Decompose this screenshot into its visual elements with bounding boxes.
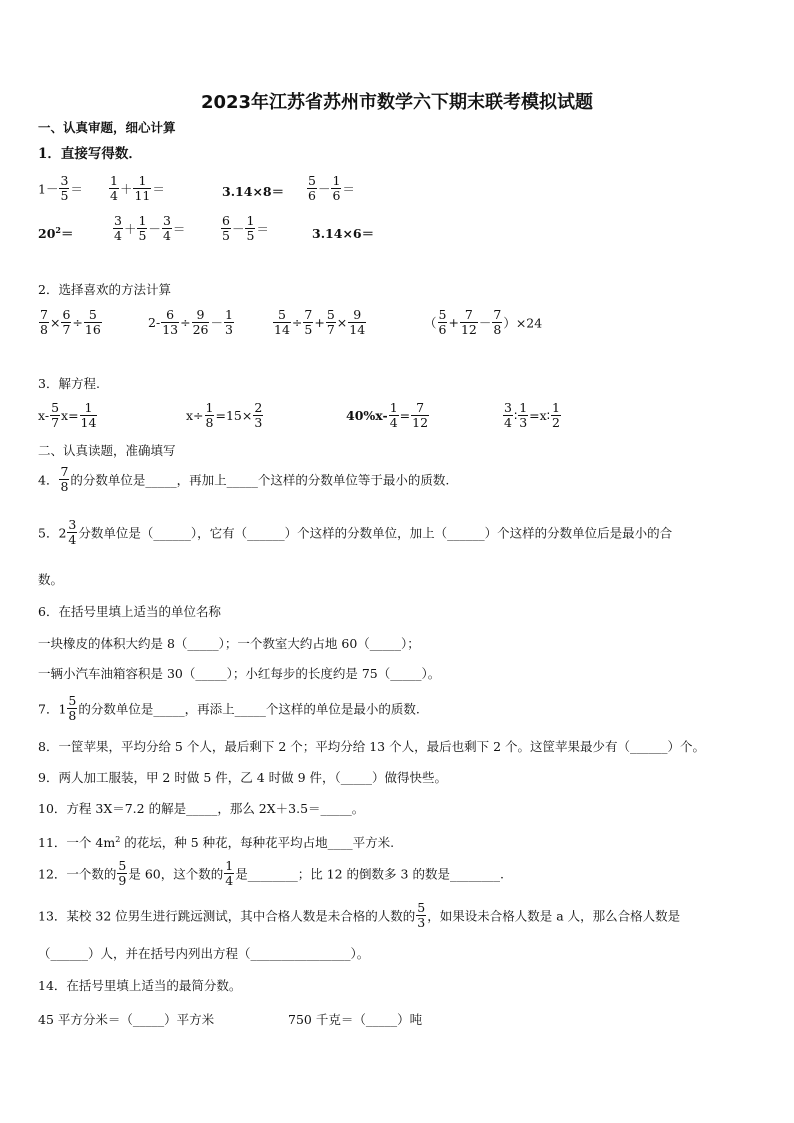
page-title: 2023年江苏省苏州市数学六下期末联考模拟试题 — [200, 92, 594, 113]
q3-e2: x÷ $\frac{1}{8}$ =15× $\frac{2}{3}$ — [186, 400, 263, 430]
fraction: $\frac{1}{14}$ — [80, 400, 97, 430]
fraction: $\frac{6}{7}$ — [62, 307, 71, 337]
fraction: $\frac{3}{4}$ — [68, 517, 77, 547]
fraction: $\frac{6}{13}$ — [162, 307, 179, 337]
q6-label: 6．在括号里填上适当的单位名称 — [38, 604, 221, 619]
fraction: $\frac{1}{2}$ — [551, 400, 560, 430]
fraction: $\frac{5}{3}$ — [417, 900, 426, 930]
fraction: $\frac{3}{4}$ — [504, 400, 512, 430]
fraction: $\frac{7}{8}$ — [493, 307, 502, 337]
q3-e4: $\frac{3}{4}$ ∶ $\frac{1}{3}$ =x∶ $\frac{1}{2}$ — [504, 400, 560, 430]
q1-r1-d: $\frac{5}{6}$ － $\frac{1}{6}$ ＝ — [308, 173, 355, 203]
q1-label: 1．直接写得数． — [38, 146, 142, 162]
q14-b: 750 千克＝（_____）吨 — [288, 1012, 423, 1027]
fraction: $\frac{7}{12}$ — [412, 400, 429, 430]
q13-continued: （______）人，并在括号内列出方程（________________）。 — [38, 946, 370, 961]
q2-e1: $\frac{7}{8}$ × $\frac{6}{7}$ ÷ $\frac{5}{16}$ — [40, 307, 101, 337]
fraction: $\frac{1}{8}$ — [205, 400, 214, 430]
fraction: $\frac{5}{6}$ — [438, 307, 447, 337]
q13: 13．某校 32 位男生进行跳远测试，其中合格人数是未合格的人数的 $\frac{5}{3}$ ，如果设未合格人数是 a 人，那么合格人数是 — [38, 900, 681, 930]
q3-e3: 40%x- $\frac{1}{4}$ = $\frac{7}{12}$ — [346, 400, 429, 430]
q10: 10．方程 3X＝7.2 的解是_____，那么 2X＋3.5＝_____。 — [38, 801, 365, 816]
section-2-heading: 二、认真读题，准确填写 — [38, 443, 176, 458]
fraction: $\frac{3}{5}$ — [60, 173, 69, 203]
fraction: $\frac{6}{5}$ — [222, 213, 230, 243]
section-1-heading: 一、认真审题，细心计算 — [38, 120, 176, 135]
fraction: $\frac{5}{7}$ — [51, 400, 60, 430]
fraction: $\frac{7}{12}$ — [460, 307, 477, 337]
fraction: $\frac{3}{4}$ — [162, 213, 171, 243]
q5: 5．2 $\frac{3}{4}$ 分数单位是（______），它有（______）个这样的分数单位，加上（______）个这样的分数单位后是最小的合 — [38, 517, 673, 547]
q2-e4: （ $\frac{5}{6}$ + $\frac{7}{12}$ － $\frac{7}{8}$ ）×24 — [424, 307, 543, 337]
fraction: $\frac{7}{8}$ — [60, 464, 69, 494]
q1-r2-a: $20^2=$ — [38, 224, 74, 241]
q2-e2: 2- $\frac{6}{13}$ ÷ $\frac{9}{26}$ － $\frac{1}{3}$ — [148, 307, 233, 337]
fraction: $\frac{9}{26}$ — [192, 307, 209, 337]
fraction: $\frac{1}{6}$ — [332, 173, 341, 203]
fraction: $\frac{5}{14}$ — [274, 307, 290, 337]
fraction: $\frac{1}{5}$ — [246, 213, 255, 243]
fraction: $\frac{1}{3}$ — [519, 400, 528, 430]
fraction: $\frac{5}{9}$ — [118, 858, 127, 888]
fraction: $\frac{1}{11}$ — [134, 173, 151, 203]
fraction: $\frac{9}{14}$ — [349, 307, 366, 337]
fraction: $\frac{1}{5}$ — [138, 213, 147, 243]
q6-line-1: 一块橡皮的体积大约是 8（_____）；一个教室大约占地 60（_____）； — [38, 636, 420, 651]
fraction: $\frac{1}{4}$ — [110, 173, 118, 203]
fraction: $\frac{3}{4}$ — [114, 213, 122, 243]
fraction: $\frac{7}{5}$ — [304, 307, 313, 337]
q1-r1-a: 1－ $\frac{3}{5}$ ＝ — [38, 173, 83, 203]
fraction: $\frac{1}{4}$ — [389, 400, 398, 430]
fraction: $\frac{1}{3}$ — [225, 307, 233, 337]
q1-r2-c: $\frac{6}{5}$ － $\frac{1}{5}$ ＝ — [222, 213, 269, 243]
q3-label: 3．解方程. — [38, 376, 100, 391]
fraction: $\frac{5}{16}$ — [84, 307, 101, 337]
fraction: $\frac{7}{8}$ — [40, 307, 48, 337]
q2-label: 2．选择喜欢的方法计算 — [38, 282, 171, 297]
q11: 11．一个 $4m^2$ 的花坛，种 5 种花，每种花平均占地____平方米. — [38, 835, 395, 851]
fraction: $\frac{5}{7}$ — [326, 307, 335, 337]
fraction: $\frac{1}{4}$ — [225, 858, 234, 888]
q9: 9．两人加工服装，甲 2 时做 5 件，乙 4 时做 9 件，（_____）做得快些。 — [38, 770, 448, 785]
q14-a: 45 平方分米＝（_____）平方米 — [38, 1012, 215, 1027]
q1-r1-b: $\frac{1}{4}$ ＋ $\frac{1}{11}$ ＝ — [110, 173, 165, 203]
q5-continued: 数。 — [38, 572, 64, 587]
q6-line-2: 一辆小汽车油箱容积是 30（_____）；小红每步的长度约是 75（_____）。 — [38, 666, 441, 681]
q7: 7．1 $\frac{5}{8}$ 的分数单位是_____，再添上_____个这样的单位是最小的质数. — [38, 693, 420, 723]
q3-e1: x- $\frac{5}{7}$ x= $\frac{1}{14}$ — [38, 400, 97, 430]
q14-label: 14．在括号里填上适当的最简分数。 — [38, 978, 242, 993]
q12: 12．一个数的 $\frac{5}{9}$ 是 60，这个数的 $\frac{1}{4}$ 是________；比 12 的倒数多 3 的数是________. — [38, 858, 504, 888]
fraction: $\frac{2}{3}$ — [254, 400, 263, 430]
q2-e3: $\frac{5}{14}$ ÷ $\frac{7}{5}$ + $\frac{5}{7}$ × $\frac{9}{14}$ — [274, 307, 366, 337]
fraction: $\frac{5}{6}$ — [308, 173, 316, 203]
q1-r2-b: $\frac{3}{4}$ ＋ $\frac{1}{5}$ － $\frac{3}{4}$ ＝ — [114, 213, 186, 243]
q4: 4． $\frac{7}{8}$ 的分数单位是_____，再加上_____个这样的分数单位等于最小的质数. — [38, 464, 450, 494]
fraction: $\frac{5}{8}$ — [68, 693, 77, 723]
q8: 8．一筐苹果，平均分给 5 个人，最后剩下 2 个；平均分给 13 个人，最后也剩下 2 个。这筐苹果最少有（______）个。 — [38, 739, 706, 754]
q1-r1-c: 3.14×8＝ — [222, 184, 285, 199]
q1-r2-d: 3.14×6＝ — [312, 226, 375, 241]
